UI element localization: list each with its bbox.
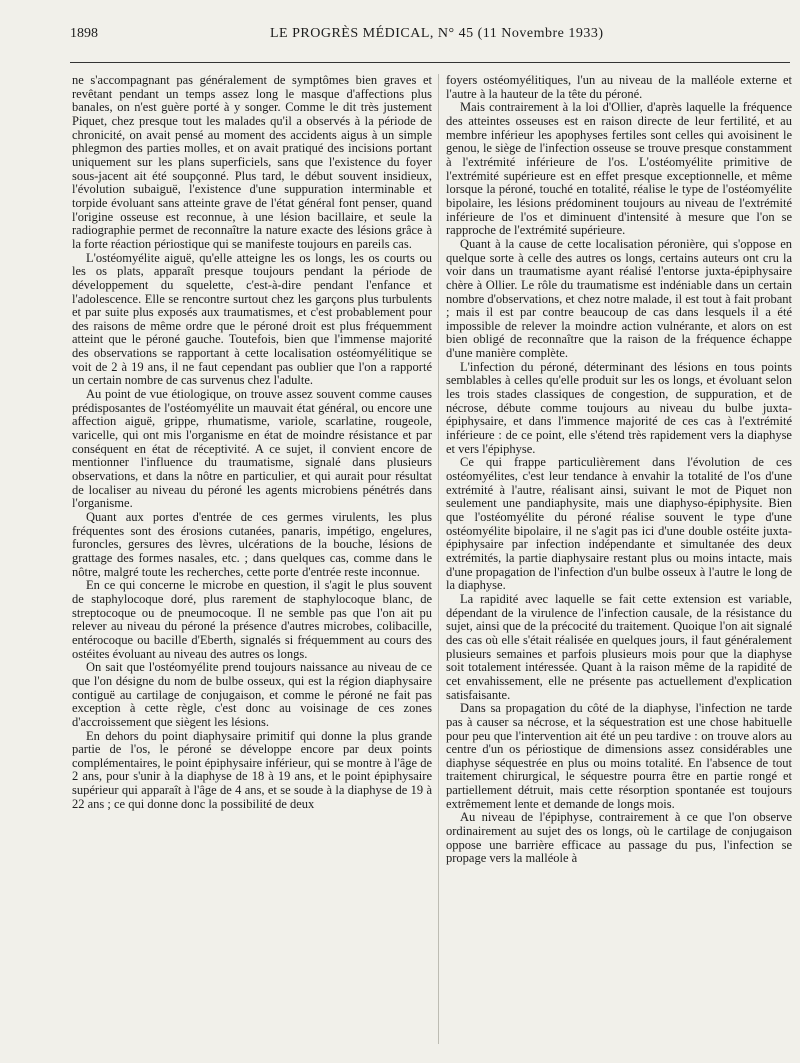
column-divider <box>438 74 439 1044</box>
page-header <box>70 26 780 44</box>
paragraph: La rapidité avec laquelle se fait cette extension est variable, dépendant de la virulence de l'infection causale, de la résistance du sujet, ainsi que de la précocité du traitement. Quoique l'on ait signalé des cas où elle s'était réalisée en quelques jours, il faut généralement plusieurs semaines et parfois plusieurs mois pour que la diaphyse soit totalement intéressée. Quant à la raison même de la rapidité de cet envahissement, elle ne présente pas actuellement d'explication satisfaisante. <box>446 591 792 702</box>
page-number: 1898 <box>70 26 98 41</box>
paragraph: Dans sa propagation du côté de la diaphyse, l'infection ne tarde pas à causer sa nécrose, et la séquestration est une chose habituelle pour peu que l'intervention ait été un peu tardive : on trouve alors au centre d'un os périostique de dimensions assez considérables une diaphyse séquestrée en plus ou moins totalité. En l'absence de tout traitement chirurgical, le séquestre pourra être en partie rongé et partiellement détruit, mais cette résorption spontanée est toujours extrêmement lente et demande de longs mois. <box>446 701 792 811</box>
paragraph: ne s'accompagnant pas généralement de symptômes bien graves et revêtant pendant un temps assez long le masque d'affections plus banales, on n'est guère porté à y songer. Comme le dit très justement Piquet, chez presque tout les malades qu'il a observés à la période de chronicité, on avait pensé au moment des accidents aigus à un simple phlegmon des parties molles, et on avait pratiqué des incisions portant uniquement sur les plans superficiels, sans que l'existence du foyer sous-jacent ait été soupçonné. Plus tard, le début souvent insidieux, l'évolution subaiguë, l'existence d'une suppuration interminable et torpide évoluant sans atteinte grave de l'état général font penser, quand l'origine osseuse est reconnue, à une lésion bacillaire, et seule la radiographie permet de reconnaître la nature exacte des lésions grâce à la forte réaction périostique qui se manifeste toujours en pareils cas. <box>72 73 432 251</box>
right-column <box>446 74 792 866</box>
paragraph: Ce qui frappe particulièrement dans l'évolution de ces ostéomyélites, c'est leur tendance à envahir la totalité de l'os d'une extrémité à l'autre, réalisant ainsi, suivant le mot de Piquet non seulement une pandiaphysite, mais une diaphyso-épiphysite. Bien que l'ostéomyélite du péroné réalise souvent le type d'une ostéomyélite bipolaire, il ne s'agit pas ici d'une double ostéite juxta-épiphysaire par infection indépendante et simultanée des deux extrémités, la partie diaphysaire restant plus ou moins intacte, mais d'une propagation de l'infection d'un bulbe osseux à l'autre le long de la diaphyse. <box>446 455 792 593</box>
paragraph: Quant à la cause de cette localisation péronière, qui s'oppose en quelque sorte à celle des autres os longs, certains auteurs ont cru la voir dans un traumatisme ayant réalisé l'entorse juxta-épiphysaire chère à Ollier. Le rôle du traumatisme est indéniable dans un certain nombre d'observations, et chez notre malade, il est tout à fait probant ; mais il est par contre beaucoup de cas dans lesquels il a été impossible de relever la moindre action vulnérante, et alors on est bien obligé de reconnaître que la raison de la fréquence échappe d'une manière complète. <box>446 236 792 361</box>
header-rule <box>70 62 790 63</box>
paragraph: Quant aux portes d'entrée de ces germes virulents, les plus fréquentes sont des érosions cutanées, panaris, impétigo, engelures, furoncles, gersures des lèvres, ulcérations de la bouche, lésions de grattage des formes nasales, etc. ; dans quelques cas, comme dans le nôtre, malgré toute les recherches, cette porte d'entrée reste inconnue. <box>72 510 432 579</box>
paragraph: Mais contrairement à la loi d'Ollier, d'après laquelle la fréquence des atteintes osseuses est en raison directe de leur fertilité, et au membre inférieur les apophyses fertiles sont celles qui avoisinent le genou, le siège de l'infection osseuse se trouve presque constamment à l'extrémité inférieure de l'os. L'ostéomyélite primitive de l'extrémité supérieure est en effet presque exceptionnelle, et même lorsque la péroné, touché en totalité, réalise le type de l'ostéomyélite bipolaire, les lésions prédominent toujours au niveau de l'extrémité inférieure de l'os et diminuent d'intensité à mesure que l'on se rapproche de l'extrémité supérieure. <box>446 100 792 238</box>
paragraph: foyers ostéomyélitiques, l'un au niveau de la malléole externe et l'autre à la hauteur de la tête du péroné. <box>446 73 792 101</box>
left-column <box>72 74 432 811</box>
paragraph: En dehors du point diaphysaire primitif qui donne la plus grande partie de l'os, le péroné se développe encore par deux points complémentaires, le point épiphysaire inférieur, qui se montre à l'âge de 2 ans, pour s'unir à la diaphyse de 18 à 19 ans, et le point épiphysaire supérieur qui apparaît à l'âge de 4 ans, et se soude à la diaphyse de 19 à 22 ans ; ce qui donne donc la possibilité de deux <box>72 728 432 811</box>
paragraph: L'infection du péroné, déterminant des lésions en tous points semblables à celles qu'elle produit sur les os longs, et évoluant selon les trois stades classiques de congestion, de suppuration, et de nécrose, débute comme toujours au niveau du bulbe juxta-épiphysaire, et dans l'immence majorité de ces cas à l'extrémité inférieure : de ce point, elle s'étend très rapidement vers la diaphyse et vers l'épiphyse. <box>446 359 792 456</box>
paragraph: Au point de vue étiologique, on trouve assez souvent comme causes prédisposantes de l'ostéomyélite un mauvait état général, ou encore une affection aiguë, grippe, rhumatisme, variole, scarlatine, rougeole, varicelle, qui ont mis l'organisme en état de moindre résistance et par conséquent en état de réceptivité. A ce sujet, il convient encore de mentionner l'influence du traumatisme, signalé dans plusieurs observations, et dans la nôtre en particulier, et qui aurait pour résultat de localiser au niveau du péroné les agents microbiens pénétrés dans l'organisme. <box>72 387 432 511</box>
paragraph: L'ostéomyélite aiguë, qu'elle atteigne les os longs, les os courts ou les os plats, apparaît presque toujours pendant la période de développement du squelette, c'est-à-dire pendant l'enfance et l'adolescence. Elle se rencontre surtout chez les garçons plus turbulents et par suite plus exposés aux traumatismes, et c'est probablement pour des raisons de même ordre que le péroné droit est plus fréquemment atteint que le péroné gauche. Toutefois, bien que l'immense majorité des observations se rapportant à cette localisation ostéomyélitique se voit de 2 à 19 ans, il ne faut cependant pas oublier que l'on a rapporté un certain nombre de cas survenus chez l'adulte. <box>72 250 432 388</box>
paragraph: On sait que l'ostéomyélite prend toujours naissance au niveau de ce que l'on désigne du nom de bulbe osseux, qui est la région diaphysaire contiguë au cartilage de conjugaison, et comme le péroné ne fait pas exception à cette règle, c'est donc au voisinage de ces zones d'accroissement que siègent les lésions. <box>72 660 432 729</box>
journal-title: LE PROGRÈS MÉDICAL, N° 45 (11 Novembre 1933) <box>270 26 604 41</box>
paragraph: En ce qui concerne le microbe en question, il s'agit le plus souvent de staphylocoque doré, plus rarement de staphylocoque blanc, de streptocoque ou de pneumocoque. Il ne semble pas que l'on ait pu relever au niveau du péroné la présence d'autres microbes, colibacille, entérocoque ou bacille d'Eberth, signalés si fréquemment au cours des ostéites évoluant au niveau des autres os longs. <box>72 578 432 661</box>
paragraph: Au niveau de l'épiphyse, contrairement à ce que l'on observe ordinairement au sujet des os longs, où le cartilage de conjugaison oppose une barrière efficace au passage du pus, l'infection se propage vers la malléole à <box>446 810 792 866</box>
